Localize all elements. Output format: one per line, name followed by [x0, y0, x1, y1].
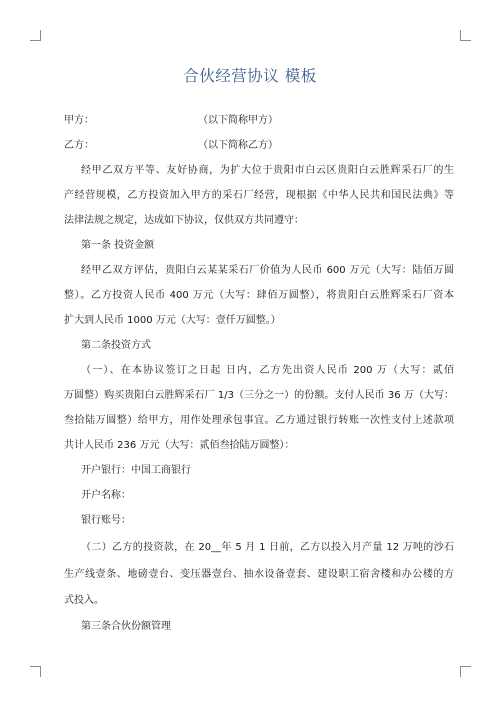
- article-1-line-1: 经甲乙双方评估，贵阳白云某某采石厂价值为人民币 600 万元（大写：陆佰万圆: [81, 265, 454, 276]
- article-1-heading: 第一条 投资金额: [81, 240, 155, 251]
- article-2-p1-line-1: （一）、在本协议签订之日起 日内，乙方先出资人民币 200 万（大写：贰佰: [81, 365, 454, 376]
- party-b-note: （以下简称乙方）: [198, 140, 278, 151]
- account-number: 银行账号：: [81, 515, 131, 526]
- article-2-p1-line-2: 万圆整）购买贵阳白云胜辉采石厂 1/3（三分之一）的份额。支付人民币 36 万（大写：: [64, 390, 454, 401]
- party-a-note: （以下简称甲方）: [198, 115, 278, 126]
- party-a-label: 甲方：: [64, 115, 94, 126]
- bank-name: 开户银行：中国工商银行: [81, 465, 191, 476]
- document-title: 合伙经营协议 模板: [183, 67, 317, 85]
- crop-mark-bottom-right: [460, 666, 471, 677]
- article-3-heading: 第三条合伙份额管理: [81, 621, 171, 632]
- article-2-heading: 第二条投资方式: [81, 340, 151, 351]
- preamble-line-3: 法律法规之规定，达成如下协议，仅供双方共同遵守：: [64, 215, 304, 226]
- article-1-line-2: 整）。乙方投资人民币 400 万元（大写：肆佰万圆整），将贵阳白云胜辉采石厂资本: [64, 290, 454, 301]
- article-1-line-3: 扩大到人民币 1000 万元（大写：壹仟万圆整。）: [64, 315, 281, 326]
- article-2-p1-line-4: 共计人民币 236 万元（大写：贰佰叁拾陆万圆整）：: [64, 440, 295, 451]
- crop-mark-top-left: [30, 30, 41, 41]
- preamble-line-2: 产经营规模，乙方投资加入甲方的采石厂经营，现根据《中华人民共和国民法典》等: [64, 190, 454, 201]
- article-2-p2-line-1: （二）乙方的投资款，在 20__年 5 月 1 日前，乙方以投入月产量 12 万吨的沙石: [81, 542, 454, 553]
- article-2-p1-line-3: 叁拾陆万圆整）给甲方，用作处理承包事宜。乙方通过银行转账一次性支付上述款项: [64, 415, 454, 426]
- crop-mark-bottom-left: [30, 666, 41, 677]
- preamble-line-1: 经甲乙双方平等、友好协商，为扩大位于贵阳市白云区贵阳白云胜辉采石厂的生: [81, 165, 454, 176]
- party-b-label: 乙方：: [64, 140, 94, 151]
- article-2-p2-line-2: 生产线壹条、地磅壹台、变压器壹台、抽水设备壹套、建设职工宿舍楼和办公楼的方: [64, 569, 454, 580]
- article-2-p2-line-3: 式投入。: [64, 595, 104, 606]
- account-holder: 开户名称：: [81, 490, 131, 501]
- crop-mark-top-right: [460, 30, 471, 41]
